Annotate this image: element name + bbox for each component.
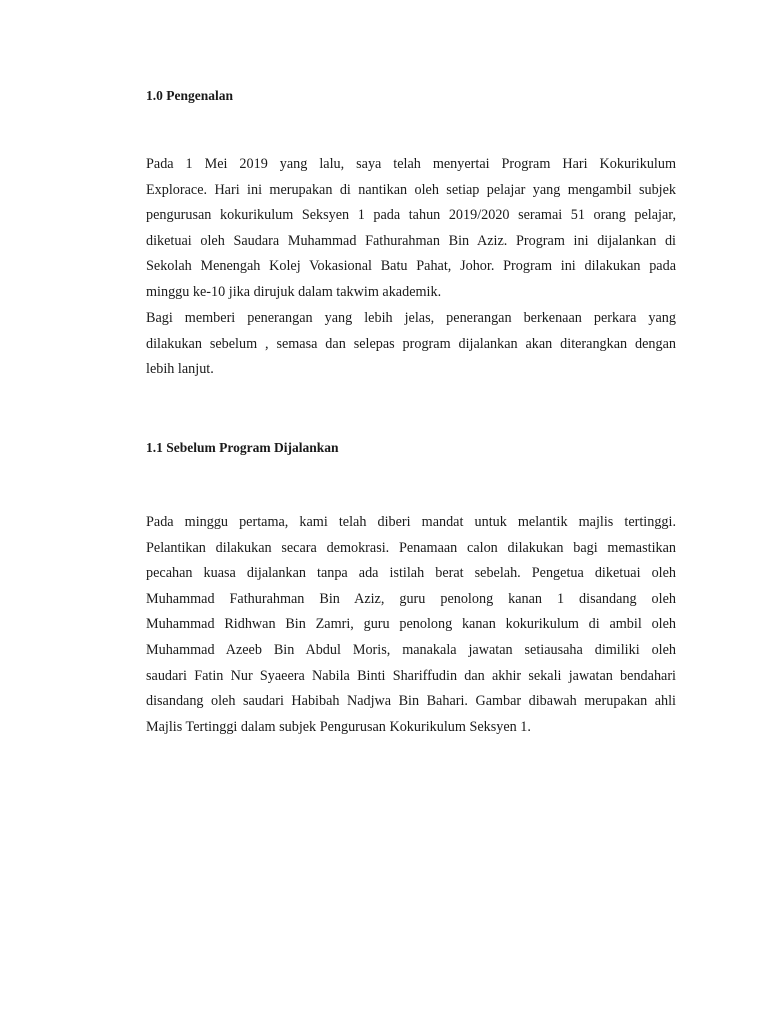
paragraph-line: Explorace. Hari ini merupakan di nantikan oleh setiap pelajar yang mengambil subjek bbox=[146, 181, 676, 198]
paragraph-line: Pada minggu pertama, kami telah diberi mandat untuk melantik majlis tertinggi. bbox=[146, 514, 676, 530]
paragraph-line: saudari Fatin Nur Syaeera Nabila Binti Shariffudin dan akhir sekali jawatan bendahari bbox=[146, 667, 676, 684]
paragraph-line: Majlis Tertinggi dalam subjek Pengurusan Kokurikulum Seksyen 1. bbox=[146, 718, 531, 735]
paragraph-line: lebih lanjut. bbox=[146, 361, 214, 378]
section-heading-pengenalan: 1.0 Pengenalan bbox=[146, 88, 234, 103]
paragraph-line: minggu ke-10 jika dirujuk dalam takwim akademik. bbox=[146, 283, 442, 300]
paragraph-line: Muhammad Azeeb Bin Abdul Moris, manakala jawatan setiausaha dimiliki oleh bbox=[146, 641, 676, 658]
paragraph-line: Bagi memberi penerangan yang lebih jelas, penerangan berkenaan perkara yang bbox=[146, 310, 676, 326]
paragraph-line: Muhammad Ridhwan Bin Zamri, guru penolong kanan kokurikulum di ambil oleh bbox=[146, 616, 676, 633]
paragraph-line: Pelantikan dilakukan secara demokrasi. Penamaan calon dilakukan bagi memastikan bbox=[146, 539, 676, 556]
paragraph-line: diketuai oleh Saudara Muhammad Fathurahman Bin Aziz. Program ini dijalankan di bbox=[146, 232, 676, 249]
paragraph-line: dilakukan sebelum , semasa dan selepas program dijalankan akan diterangkan dengan bbox=[146, 335, 676, 352]
before-program-paragraph bbox=[146, 510, 676, 740]
intro-paragraph-2 bbox=[146, 306, 676, 383]
paragraph-line: pengurusan kokurikulum Seksyen 1 pada tahun 2019/2020 seramai 51 orang pelajar, bbox=[146, 207, 676, 224]
intro-paragraph-1 bbox=[146, 152, 676, 306]
paragraph-line: Sekolah Menengah Kolej Vokasional Batu Pahat, Johor. Program ini dilakukan pada bbox=[146, 258, 676, 275]
paragraph-line: pecahan kuasa dijalankan tanpa ada istilah berat sebelah. Pengetua diketuai oleh bbox=[146, 565, 676, 582]
paragraph-line: Muhammad Fathurahman Bin Aziz, guru penolong kanan 1 disandang oleh bbox=[146, 590, 676, 607]
paragraph-line: Pada 1 Mei 2019 yang lalu, saya telah menyertai Program Hari Kokurikulum bbox=[146, 156, 676, 172]
section-heading-sebelum-program: 1.1 Sebelum Program Dijalankan bbox=[146, 440, 339, 455]
paragraph-line: disandang oleh saudari Habibah Nadjwa Bin Bahari. Gambar dibawah merupakan ahli bbox=[146, 693, 676, 710]
